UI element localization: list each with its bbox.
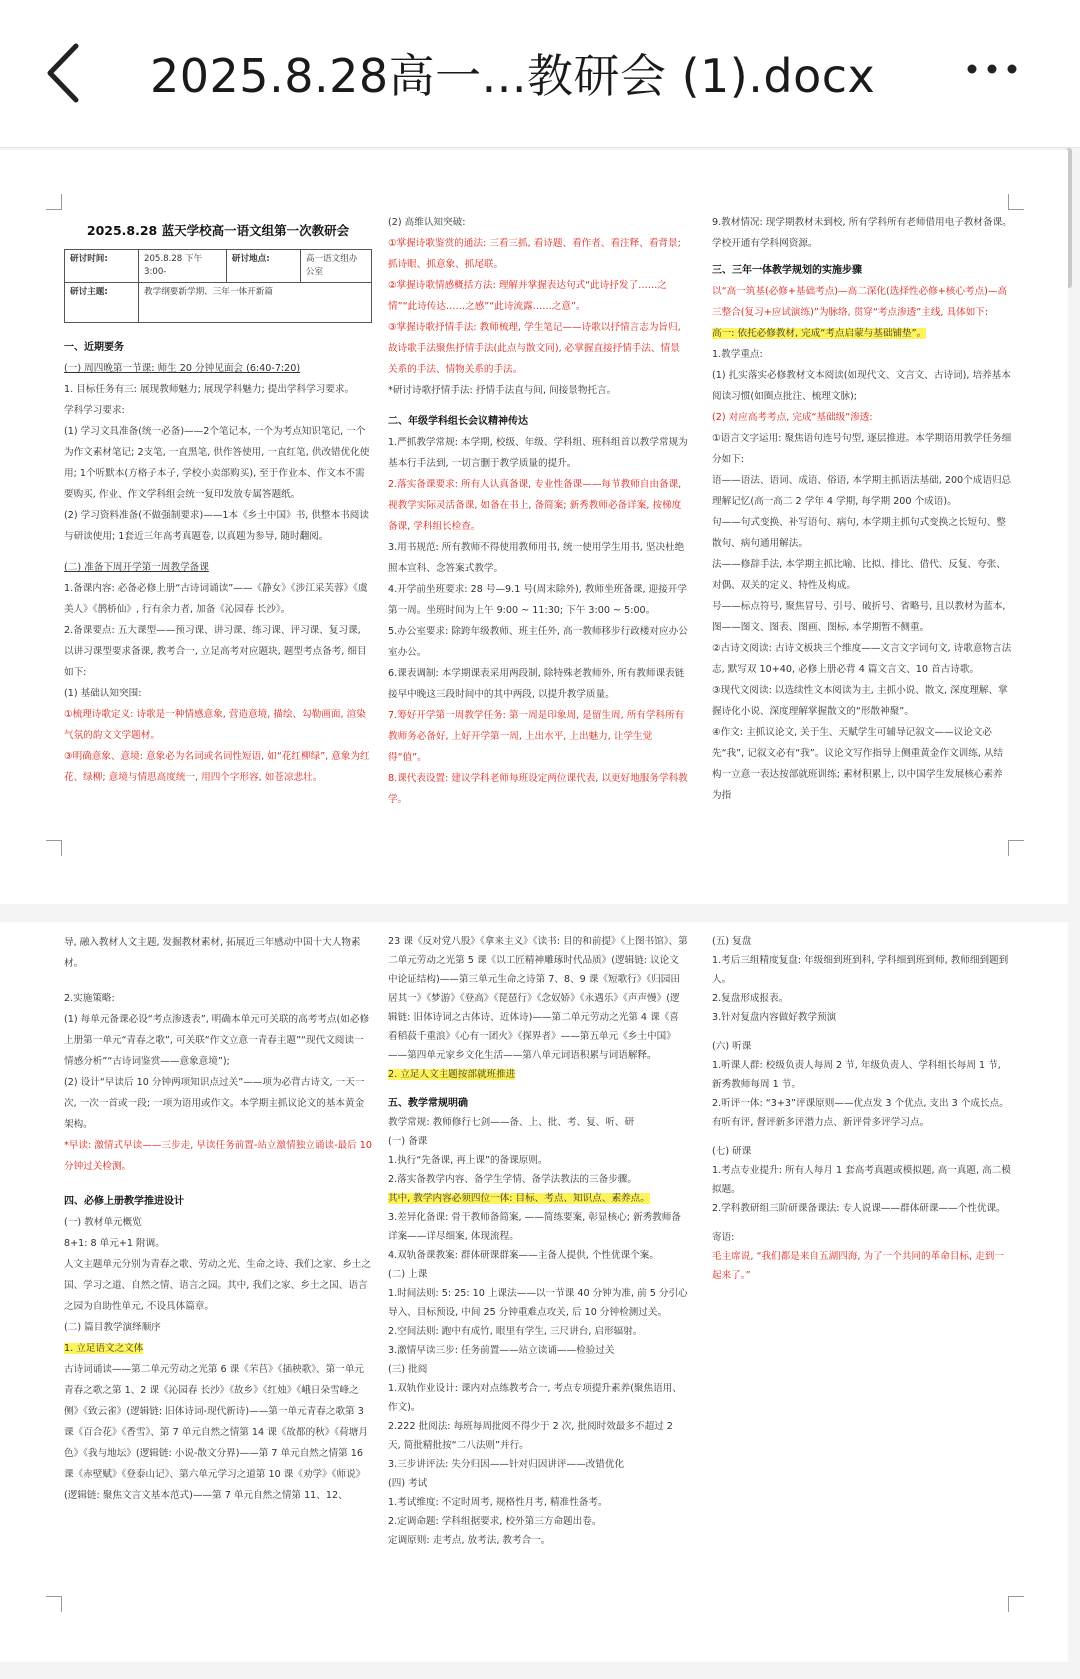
- paragraph: (1) 每单元备课必设“考点渗透表”, 明确本单元可关联的高考考点(如必修上册第一单元“青春之歌”, 可关联“作文立意一青春主题”“现代文阅读一情感分析”“古诗词鉴赏——意象意境”);: [64, 1014, 370, 1067]
- paragraph: ③现代文阅读: 以选续性文本阅读为主, 主抓小说、散文, 深度理解、掌握诗化小说、深度理解掌握散文的“形散神聚”。: [712, 685, 1008, 717]
- paragraph: 2.备课要点: 五大课型——预习课、讲习课、练习课、评习课、复习课, 以讲习课型要求备课, 教考合一, 立足高考对应题块, 题型考点备考, 细目如下:: [64, 625, 367, 678]
- page-corner-mark: [46, 194, 62, 210]
- more-options-button[interactable]: [962, 52, 1022, 92]
- section-heading: 五、教学常规明确: [388, 1098, 468, 1109]
- place-label: 研讨地点:: [226, 250, 300, 283]
- paragraph: (2) 设计“早读后 10 分钟两项知识点过关”——项为必背古诗文, 一天一次, 一次一首或一段; 一项为语用或作文。本学期主抓议论文的基本黄金架构。: [64, 1077, 365, 1130]
- paragraph: 定调原则: 走考点, 放考法, 教考合一。: [388, 1535, 551, 1546]
- paragraph: 2.实施策略:: [64, 993, 115, 1004]
- paragraph: 4.开学前坐班要求: 28 号—9.1 号(周末除外), 教师坐班备课, 迎接开学第一周。坐班时间为上午 9:00 ~ 11:30; 下午 3:00 ~ 5:00。: [388, 584, 687, 616]
- paragraph: 2.落实备教学内容、备学生学情、备学法教法的三备步骤。: [388, 1174, 637, 1185]
- page-corner-mark: [1008, 194, 1024, 210]
- paragraph: 导, 融入教材人文主题, 发掘教材素材, 拓展近三年感动中国十大人物素材。: [64, 937, 361, 969]
- paragraph: (1) 学习文具准备(统一必备)——2个笔记本, 一个为考点知识笔记, 一个为作文素材笔记; 2支笔, 一直黑笔, 供作答使用, 一直红笔, 供改错优化使用; 1个听默本(方格子本子, 学校小卖部购买), 至于作业本、作文本不需要购买, 作业、作文学科组会统一复印发放专属答题纸。: [64, 426, 370, 500]
- paragraph: 毛主席说, “我们都是来自五湖四海, 为了一个共同的革命目标, 走到一起来了。”: [712, 1251, 1004, 1281]
- paragraph: 1.执行“先备课, 再上课”的备课原则。: [388, 1155, 548, 1166]
- page1-right-column: [712, 212, 1012, 806]
- paragraph: 2.定调命题: 学科组据要求, 校外第三方命题出卷。: [388, 1516, 602, 1527]
- paragraph: 1.备课内容: 必备必修上册“古诗词诵读”——《静女》《涉江采芙蓉》《虞美人》《鹊桥仙》, 行有余力者, 加备《沁园春 长沙》。: [64, 583, 368, 615]
- paragraph: 法——修辞手法, 本学期主抓比喻、比拟、排比、借代、反复、夸张、对偶、双关的定义、特性及构成。: [712, 559, 1006, 591]
- meeting-info-table: [64, 249, 372, 323]
- paragraph: 4.双轨备课教案: 群体研课群案——主备人提供, 个性优课个案。: [388, 1250, 659, 1261]
- paragraph: (七) 研课: [712, 1146, 752, 1157]
- paragraph: 5.办公室要求: 除跨年级教师、班主任外, 高一教师移步行政楼对应办公室办公。: [388, 626, 688, 658]
- paragraph: 3.三步讲评法: 失分归因——针对归因讲评——改错优化: [388, 1459, 625, 1470]
- section-heading: 四、必修上册教学推进设计: [64, 1196, 184, 1207]
- paragraph: 1.考后三组精度复盘: 年级细到班到科, 学科细到班到师, 教师细到题到人。: [712, 955, 1009, 985]
- highlighted-text: 1. 立足语文之文体: [64, 1343, 144, 1354]
- document-page-2: [0, 922, 1068, 1662]
- paragraph: (二) 篇目教学演绎顺序: [64, 1322, 161, 1333]
- paragraph: 23 课《反对党八股》《拿来主义》《读书: 目的和前提》《上图书馆》、第二单元劳动之光第 5 课《以工匠精神雕琢时代品质》(逻辑链: 议论文中论证结构)——第三单元生命之诗第 7、8、9 课《短歌行》《归园田居其一》《梦游》《登高》《琵琶行》《念奴娇》《永遇乐》《声声慢》(逻辑链: 旧体诗词之古体诗、近体诗)——第二单元劳动之光第 4 课《喜看稻菽千重浪》《心有一团火》《探界者》——第五单元《乡土中国》——第四单元家乡文化生活——第八单元词语积累与词语解释。: [388, 936, 688, 1061]
- paragraph: 句——句式变换、补写语句、病句, 本学期主抓句式变换之长短句、整散句、病句通用解法。: [712, 517, 1006, 549]
- subsection-heading: (一) 周四晚第一节课: 师生 20 分钟见面会 (6:40-7:20): [64, 363, 301, 374]
- paragraph: ②掌握诗歌情感概括方法: 理解并掌握表达句式“此诗抒发了……之情”“此诗传达……之感”“此诗流露……之意”。: [388, 280, 667, 312]
- place-value: 高一语文组办公室: [300, 250, 371, 283]
- page2-right-column: [712, 932, 1012, 1285]
- highlighted-text: 其中, 教学内容必须四位一体: 目标、考点、知识点、素养点。: [388, 1193, 650, 1204]
- paragraph: 1. 目标任务有三: 展现教师魅力; 展现学科魅力; 提出学科学习要求。: [64, 384, 355, 395]
- highlighted-text: 高一: 依托必修教材, 完成“考点启蒙与基础铺垫”。: [712, 328, 927, 339]
- paragraph: 1.时间法则: 5: 25: 10 上课法——以一节课 40 分钟为准, 前 5 分引心导入、目标预设, 中间 25 分钟重难点攻关, 后 10 分钟检测过关。: [388, 1288, 688, 1318]
- page-corner-mark: [46, 1596, 62, 1612]
- paragraph: ①梳理诗歌定义: 诗歌是一种情感意象, 营造意境, 描绘、勾勒画面, 渲染气氛的韵文文学题材。: [64, 709, 366, 741]
- paragraph: 人文主题单元分别为青春之歌、劳动之光、生命之诗、我们之家、乡土之国、学习之道、自然之情、语言之园。其中, 我们之家、乡土之国、语言之园为自助性单元, 不设具体篇章。: [64, 1259, 371, 1312]
- paragraph: 2.空间法则: 跑中有成竹, 眼里有学生, 三尺讲台, 启形辐射。: [388, 1326, 643, 1337]
- paragraph: 3.针对复盘内容做好教学预演: [712, 1012, 837, 1023]
- paragraph: ④作文: 主抓议论文, 关于生、天赋学生可辅导记叙文——议论文必先“我”, 记叙文必有“我”。议论文写作指导上侧重黄金作文训练, 从结构一立意一表达按部就班训练; 素材积累上, 以中国学生发展核心素养为指: [712, 727, 1004, 801]
- document-page-1: [0, 150, 1068, 904]
- paragraph: (2) 对应高考考点, 完成“基础级”渗透:: [712, 412, 873, 423]
- section-heading: 一、近期要务: [64, 342, 124, 353]
- paragraph: 8.课代表设置: 建议学科老师每班设定两位课代表, 以更好地服务学科教学。: [388, 773, 688, 805]
- paragraph: 1.严抓教学常规: 本学期, 校级、年级、学科组、班科组首以教学常规为基本行手法到, 一切言删于教学质量的提升。: [388, 437, 688, 469]
- app-header: [0, 0, 1080, 148]
- paragraph: (四) 考试: [388, 1478, 428, 1489]
- paragraph: (三) 批阅: [388, 1364, 428, 1375]
- paragraph: *早读: 激情式早读——三步走, 早读任务前置-站立激情独立诵读-最后 10 分钟过关检测。: [64, 1140, 376, 1172]
- paragraph: 7.筹好开学第一周教学任务: 第一周是印象周, 是留生周, 所有学科所有教师务必备好, 上好开学第一周, 上出水平, 上出魅力, 让学生觉得“值”。: [388, 710, 685, 763]
- paragraph: 2.学科教研组三阶研课备课法: 专人说课——群体研课——个性优课。: [712, 1203, 1006, 1214]
- highlighted-text: 2. 立足人文主题按部就班推进: [388, 1069, 516, 1080]
- paragraph: 2.222 批阅法: 每班每周批阅不得少于 2 次, 批阅时效最多不超过 2 天, 简批精批按“二八法则”并行。: [388, 1421, 676, 1451]
- paragraph: *研讨诗歌抒情手法: 抒情手法直与间, 间接景物托言。: [388, 385, 617, 396]
- paragraph: 学科学习要求:: [64, 405, 125, 416]
- doc-heading: 2025.8.28 蓝天学校高一语文组第一次教研会: [86, 223, 350, 238]
- page2-left-column: [64, 932, 376, 1506]
- paragraph: ②古诗文阅读: 古诗文板块三个维度——文言文字词句文, 诗歌意物言法志, 默写双 10+40, 必修上册必背 4 篇文言文、10 首古诗歌。: [712, 643, 1012, 675]
- section-heading: 三、三年一体教学规划的实施步骤: [712, 265, 862, 276]
- document-title: 2025.8.28高一...教研会 (1).docx: [150, 49, 876, 103]
- paragraph: ③掌握诗歌抒情手法: 教师梳理, 学生笔记——诗歌以抒情言志为旨归, 故诗歌手法聚焦抒情手法(此点与散文同), 必掌握直接抒情手法、情景关系的手法、情物关系的手法。: [388, 322, 684, 375]
- paragraph: (五) 复盘: [712, 936, 752, 947]
- paragraph: ①语言文字运用: 聚焦语句连号句型, 逐层推进。本学期语用教学任务细分如下:: [712, 433, 1012, 465]
- paragraph: (2) 学习资料准备(不做强制要求)——1本《乡土中国》书, 供整本书阅读与研读使用; 1套近三年高考真题卷, 以真题为参导, 随时翻阅。: [64, 510, 369, 542]
- time-label: 研讨时间:: [65, 250, 139, 283]
- paragraph: (一) 教材单元概览: [64, 1217, 142, 1228]
- section-heading: 二、年级学科组长会议精神传达: [388, 416, 528, 427]
- paragraph: 1.双轨作业设计: 课内对点练教考合一, 考点专项提升素养(聚焦语用、作文)。: [388, 1383, 682, 1413]
- paragraph: 古诗词诵读——第二单元劳动之光第 6 课《芣苢》《插秧歌》、第一单元青春之歌之第 1、2 课《沁园春 长沙》《故乡》《红烛》《峨日朵雪峰之侧》《致云雀》(逻辑链: 旧体诗词-现代新诗)——第一单元青春之歌第 3 课《百合花》《香雪》、第 7 单元自然之情第 14 课《故都的秋》《荷塘月色》《我与地坛》(逻辑链: 小说-散文分界)——第 7 单元自然之情第 16 课《赤壁赋》《登泰山记》、第六单元学习之道第 10 课《劝学》《师说》(逻辑链: 聚焦文言文基本范式)——第 7 单元自然之情第 11、12、: [64, 1364, 368, 1501]
- paragraph: 寄语:: [712, 1232, 735, 1243]
- paragraph: 2.落实备课要求: 所有人认真备课, 专业性备课——每节教师自由备课, 视教学实际灵活备课, 如备在书上, 备简案; 新秀教师必备详案, 按梯度备课, 学科组长检查。: [388, 479, 685, 532]
- paragraph: 2.听评一体: “3+3”评课原则——优点发 3 个优点, 支出 3 个成长点。有听有评, 督评新多评潜力点、新评骨多评学习点。: [712, 1098, 1009, 1128]
- paragraph: 1.考试维度: 不定时周考, 规格性月考, 精准性备考。: [388, 1497, 608, 1508]
- paragraph: 9.教材情况: 现学期教材未到校, 所有学科所有老师借用电子教材备课。学校开通有学科网资源。: [712, 217, 1012, 249]
- paragraph: (2) 高维认知突破:: [388, 217, 466, 228]
- paragraph: 1.听课人群: 校级负责人每周 2 节, 年级负责人、学科组长每周 1 节, 新秀教师每周 1 节。: [712, 1060, 1004, 1090]
- paragraph: 语——语法、语词、成语、俗语, 本学期主抓语法基础, 200个成语归总理解记忆(高一高二 2 学年 4 学期, 每学期 200 个成语)。: [712, 475, 1012, 507]
- paragraph: 3.激情早读三步: 任务前置——站立读诵——检验过关: [388, 1345, 615, 1356]
- paragraph: 3.用书规范: 所有教师不得使用教师用书, 统一使用学生用书, 坚决杜绝照本宣科、念答案式教学。: [388, 542, 685, 574]
- paragraph: 教学常规: 教师修行七剑——备、上、批、考、复、听、研: [388, 1117, 635, 1128]
- paragraph: 1.考点专业提升: 所有人每月 1 套高考真题或模拟题, 高一真题, 高二模拟题。: [712, 1165, 1011, 1195]
- paragraph: 8+1: 8 单元+1 附调。: [64, 1238, 165, 1249]
- paragraph: 3.差异化备课: 骨干教师备简案, ——简练要案, 彰显核心; 新秀教师备详案——详尽细案, 体现流程。: [388, 1212, 681, 1242]
- paragraph: 以“高一筑基(必修+基础考点)—高二深化(选择性必修+核心考点)—高三整合(复习+应试演练)”为脉络, 贯穿“考点渗透”主线, 具体如下:: [712, 286, 1008, 318]
- paragraph: (一) 备课: [388, 1136, 428, 1147]
- page1-left-column: [64, 220, 372, 788]
- paragraph: 号——标点符号, 聚焦冒号、引号、破折号、省略号, 且以教材为蓝本, 图——图文、图表、图画、图标, 本学期暂不侧重。: [712, 601, 1009, 633]
- time-value: 205.8.28 下午 3:00-: [139, 250, 227, 283]
- page-corner-mark: [46, 840, 62, 856]
- page1-middle-column: [388, 212, 688, 810]
- paragraph: 2.复盘形成报表。: [712, 993, 789, 1004]
- page2-middle-column: [388, 932, 688, 1550]
- paragraph: (1) 基础认知突围:: [64, 688, 142, 699]
- topic-value: 教学纲要新学期、三年一体开新篇: [139, 283, 372, 323]
- subsection-heading: (二) 准备下周开学第一周教学备课: [64, 562, 209, 573]
- paragraph: 6.课表调制: 本学期课表采用两段制, 除特殊老教师外, 所有教师课表链接早中晚这三段时间中的其中两段, 以提升教学质量。: [388, 668, 685, 700]
- paragraph: ①掌握诗歌鉴赏的通法: 三看三抓, 看诗题、看作者、看注释、看背景; 抓诗眼、抓意象、抓尾联。: [388, 238, 684, 270]
- back-button[interactable]: [40, 38, 90, 108]
- paragraph: (1) 扎实落实必修教材文本阅读(如现代文、文言文、古诗词), 培养基本阅读习惯(如圈点批注、梳理文脉);: [712, 370, 1011, 402]
- paragraph: (六) 听课: [712, 1041, 752, 1052]
- page-corner-mark: [1008, 840, 1024, 856]
- chevron-left-icon: [40, 38, 90, 108]
- page-corner-mark: [1008, 1596, 1024, 1612]
- paragraph: (二) 上课: [388, 1269, 428, 1280]
- topic-label: 研讨主题:: [65, 283, 139, 323]
- paragraph: ③明确意象、意境: 意象必为名词或名词性短语, 如“花红柳绿”, 意象为红花、绿柳; 意境与情思高度统一, 用四个字形容, 如苍凉悲壮。: [64, 751, 370, 783]
- paragraph: 1.教学重点:: [712, 349, 763, 360]
- more-horizontal-icon: [962, 59, 1022, 79]
